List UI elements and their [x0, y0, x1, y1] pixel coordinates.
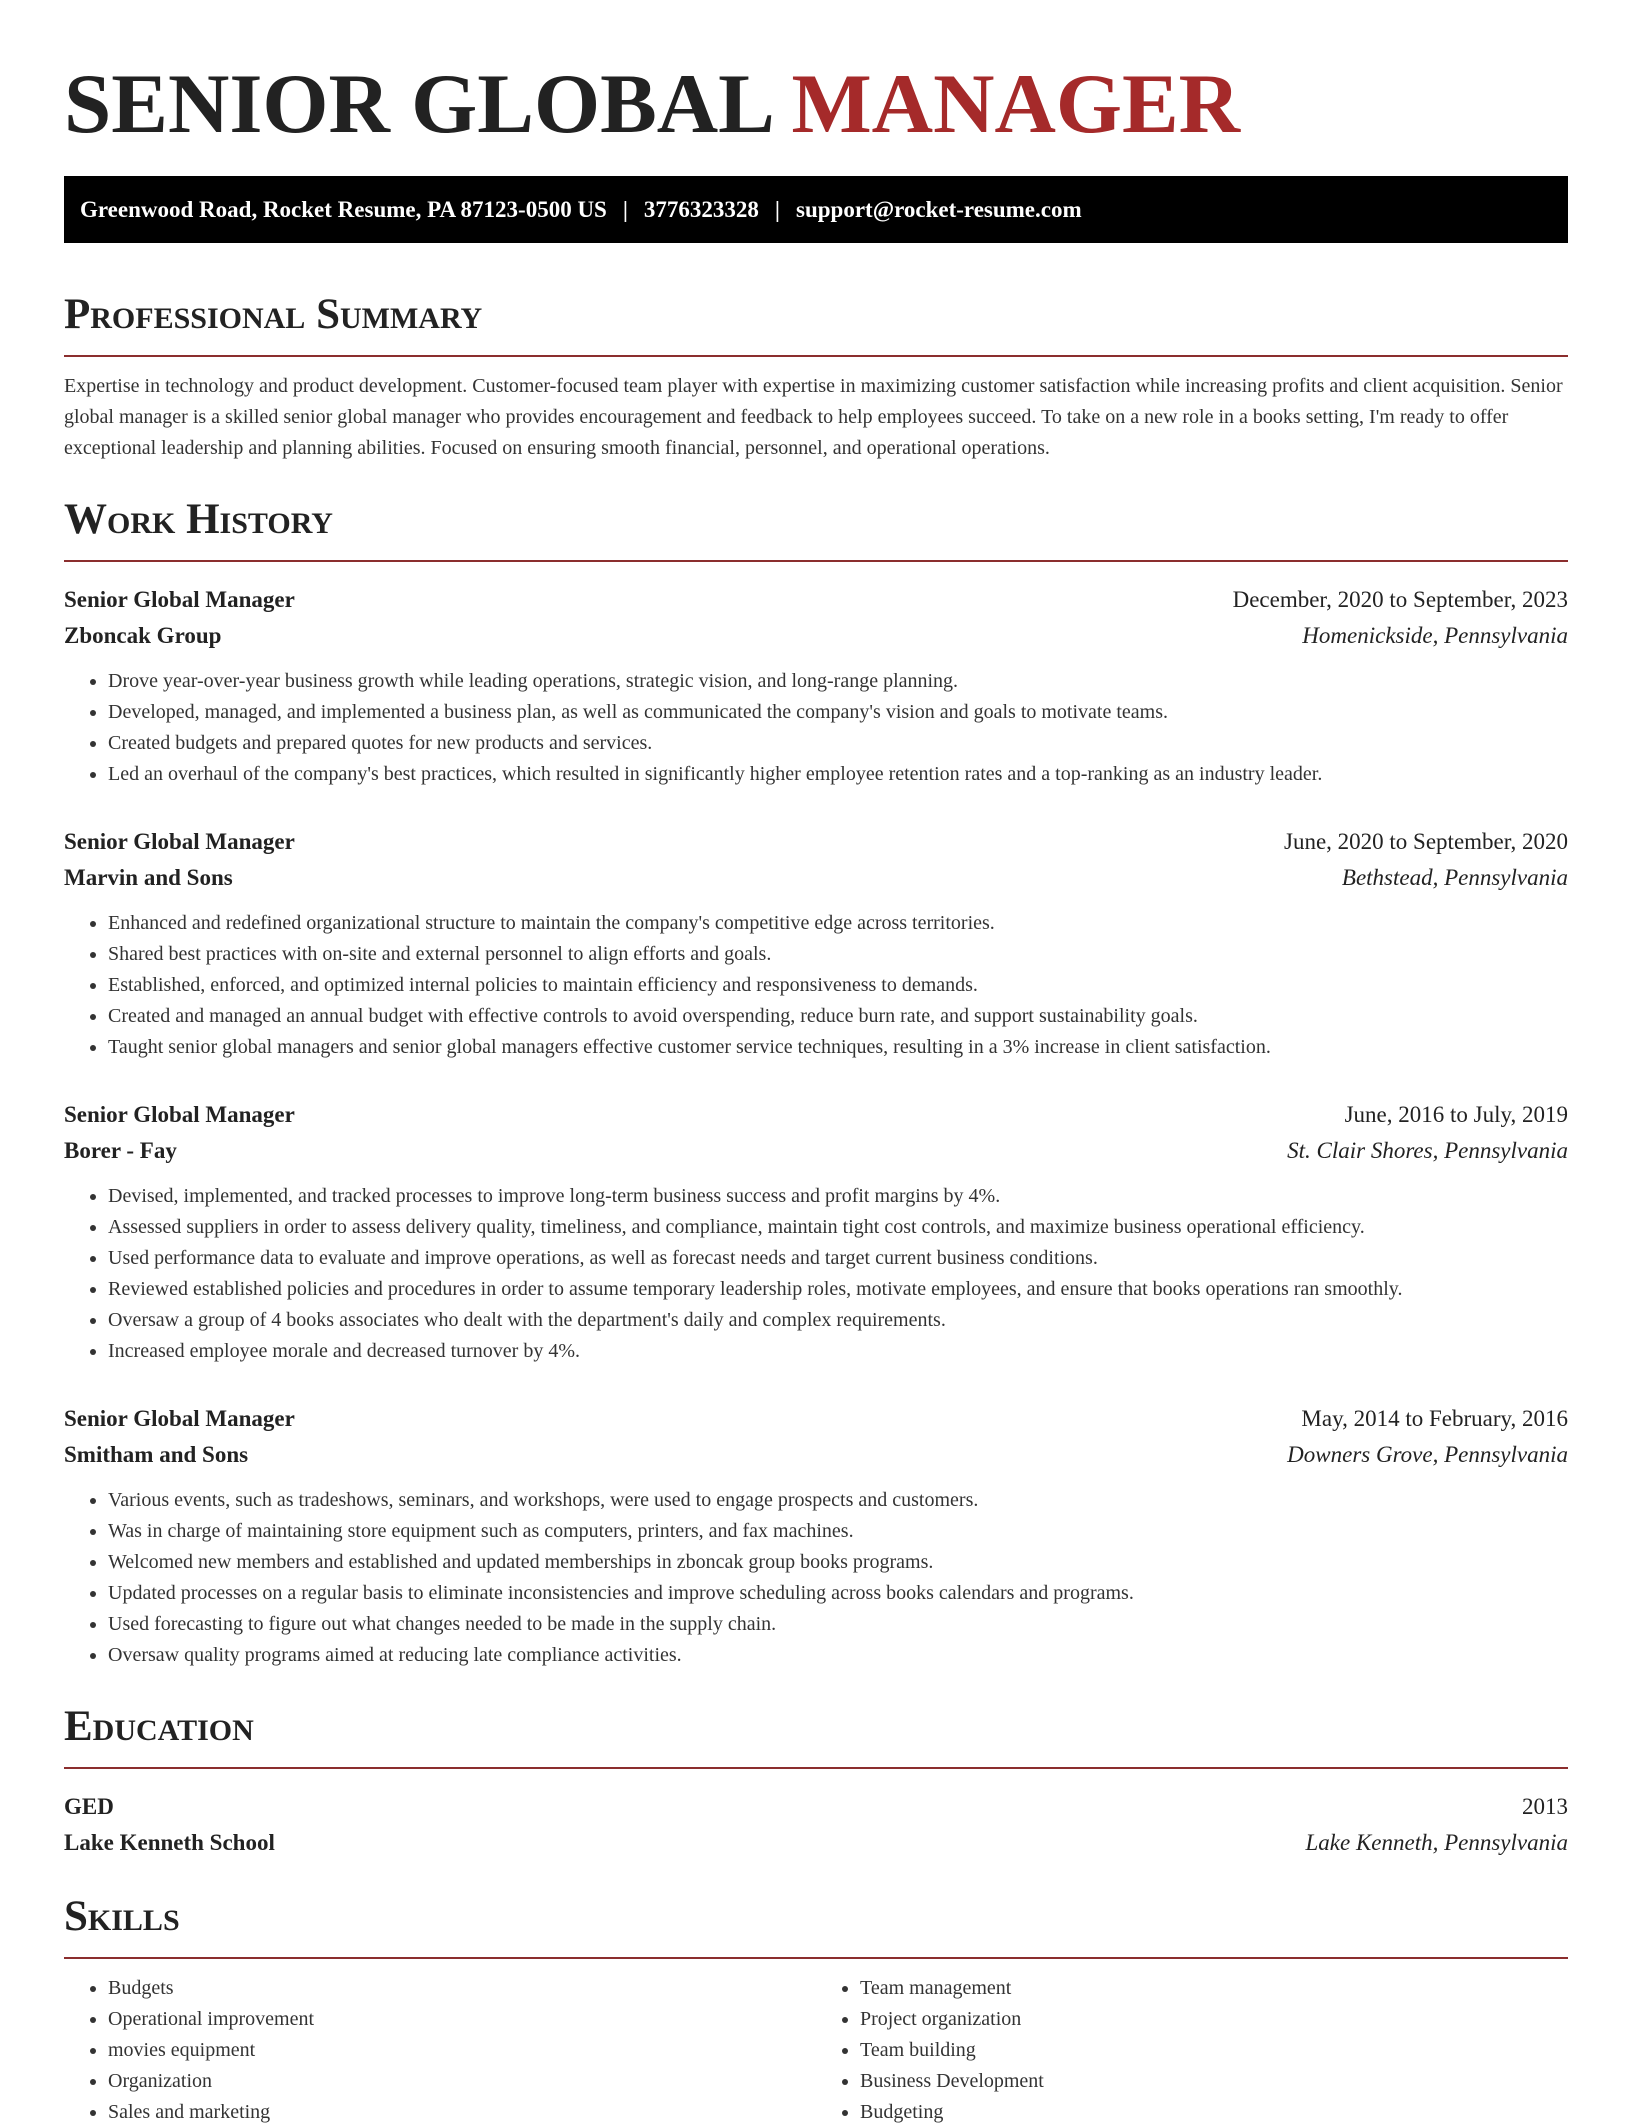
job-position: Senior Global Manager: [64, 1406, 295, 1431]
list-item: • Welcomed new members and established and updated memberships in zboncak group books programs.: [108, 1547, 1568, 1578]
job-company: Marvin and Sons: [64, 865, 233, 890]
list-item: • Was in charge of maintaining store equipment such as computers, printers, and fax machines.: [108, 1516, 1568, 1547]
contact-separator: |: [774, 196, 780, 222]
job-entry: [64, 1097, 1568, 1367]
skill-item: • Team management: [860, 1973, 1568, 2004]
list-item: • Used forecasting to figure out what changes needed to be made in the supply chain.: [108, 1609, 1568, 1640]
list-item: • Increased employee morale and decreased turnover by 4%.: [108, 1336, 1568, 1367]
job-company-row: [64, 1133, 1568, 1169]
job-bullets: [64, 1181, 1568, 1367]
skill-item: • Organization: [108, 2066, 816, 2097]
name-last: MANAGER: [791, 57, 1241, 151]
skills-columns: [64, 1973, 1568, 2128]
job-company-row: [64, 618, 1568, 654]
job-company: Smitham and Sons: [64, 1442, 249, 1467]
skill-item: • Budgeting: [860, 2097, 1568, 2128]
skills-heading: Skills: [64, 1893, 180, 1940]
job-entry: [64, 824, 1568, 1063]
skills-list: [64, 1973, 816, 2128]
summary-heading: Professional Summary: [64, 291, 483, 338]
section-divider: [64, 1767, 1568, 1769]
skill-item: • Business Development: [860, 2066, 1568, 2097]
list-item: • Used performance data to evaluate and improve operations, as well as forecast needs and target current business conditions.: [108, 1243, 1568, 1274]
skills-column-right: [816, 1973, 1568, 2128]
education-entry: [64, 1789, 1568, 1861]
list-item: • Updated processes on a regular basis to eliminate inconsistencies and improve scheduling across books calendars and programs.: [108, 1578, 1568, 1609]
job-position: Senior Global Manager: [64, 829, 295, 854]
skill-item: • movies equipment: [108, 2035, 816, 2066]
list-item: • Taught senior global managers and senior global managers effective customer service techniques, resulting in a 3% increase in client satisfaction.: [108, 1032, 1568, 1063]
skill-item: • Budgets: [108, 1973, 816, 2004]
list-item: • Reviewed established policies and procedures in order to assume temporary leadership roles, motivate employees, and ensure that books operations ran smoothly.: [108, 1274, 1568, 1305]
job-company: Zboncak Group: [64, 623, 222, 648]
contact-separator: |: [622, 196, 628, 222]
job-entry: [64, 582, 1568, 790]
section-divider: [64, 560, 1568, 562]
list-item: • Shared best practices with on-site and external personnel to align efforts and goals.: [108, 939, 1568, 970]
list-item: • Oversaw a group of 4 books associates who dealt with the department's daily and complex requirements.: [108, 1305, 1568, 1336]
job-bullets: [64, 666, 1568, 790]
education-location: Lake Kenneth, Pennsylvania: [1305, 1830, 1568, 1855]
skill-item: • Project organization: [860, 2004, 1568, 2035]
list-item: • Created and managed an annual budget with effective controls to avoid overspending, reduce burn rate, and support sustainability goals.: [108, 1001, 1568, 1032]
job-location: Homenickside, Pennsylvania: [1302, 623, 1568, 648]
job-position: Senior Global Manager: [64, 1102, 295, 1127]
job-company-row: [64, 1437, 1568, 1473]
summary-text: Expertise in technology and product development. Customer-focused team player with expertise in maximizing customer satisfaction while increasing profits and client acquisition. Senior global manager is a skilled senior global manager who provides encouragement and feedback to help employees succeed. To take on a new role in a books setting, I'm ready to offer exceptional leadership and planning abilities. Focused on ensuring smooth financial, personnel, and operational operations.: [64, 375, 1563, 459]
contact-phone[interactable]: 3776323328: [643, 196, 759, 222]
job-dates: December, 2020 to September, 2023: [1232, 587, 1568, 612]
skill-item: • Team building: [860, 2035, 1568, 2066]
job-dates: June, 2020 to September, 2020: [1284, 829, 1568, 854]
education-degree-row: [64, 1789, 1568, 1825]
list-item: • Drove year-over-year business growth while leading operations, strategic vision, and long-range planning.: [108, 666, 1568, 697]
skill-item: • Operational improvement: [108, 2004, 816, 2035]
job-location: St. Clair Shores, Pennsylvania: [1287, 1138, 1568, 1163]
contact-email[interactable]: support@rocket-resume.com: [796, 196, 1082, 222]
list-item: • Assessed suppliers in order to assess delivery quality, timeliness, and compliance, maintain tight cost controls, and maximize business operational efficiency.: [108, 1212, 1568, 1243]
skills-list: [816, 1973, 1568, 2128]
education-degree: GED: [64, 1794, 114, 1819]
list-item: • Enhanced and redefined organizational structure to maintain the company's competitive edge across territories.: [108, 908, 1568, 939]
job-header-row: [64, 824, 1568, 860]
education-school: Lake Kenneth School: [64, 1830, 275, 1855]
job-position: Senior Global Manager: [64, 587, 295, 612]
list-item: • Established, enforced, and optimized internal policies to maintain efficiency and responsiveness to demands.: [108, 970, 1568, 1001]
job-dates: May, 2014 to February, 2016: [1301, 1406, 1568, 1431]
skill-item: • Sales and marketing: [108, 2097, 816, 2128]
contact-bar: [64, 176, 1568, 243]
list-item: • Various events, such as tradeshows, seminars, and workshops, were used to engage prospects and customers.: [108, 1485, 1568, 1516]
job-dates: June, 2016 to July, 2019: [1344, 1102, 1568, 1127]
job-bullets: [64, 1485, 1568, 1671]
section-divider: [64, 355, 1568, 357]
job-company: Borer - Fay: [64, 1138, 177, 1163]
education-school-row: [64, 1825, 1568, 1861]
list-item: • Developed, managed, and implemented a business plan, as well as communicated the company's vision and goals to motivate teams.: [108, 697, 1568, 728]
name-first: SENIOR GLOBAL: [64, 57, 771, 151]
list-item: • Oversaw quality programs aimed at reducing late compliance activities.: [108, 1640, 1568, 1671]
job-company-row: [64, 860, 1568, 896]
job-header-row: [64, 1097, 1568, 1133]
work-history-heading: Work History: [64, 496, 333, 543]
list-item: • Led an overhaul of the company's best practices, which resulted in significantly higher employee retention rates and a top-ranking as an industry leader.: [108, 759, 1568, 790]
job-location: Downers Grove, Pennsylvania: [1287, 1442, 1568, 1467]
education-year: 2013: [1522, 1794, 1568, 1819]
job-location: Bethstead, Pennsylvania: [1341, 865, 1568, 890]
section-divider: [64, 1957, 1568, 1959]
job-header-row: [64, 1401, 1568, 1437]
job-bullets: [64, 908, 1568, 1063]
list-item: • Created budgets and prepared quotes for new products and services.: [108, 728, 1568, 759]
contact-address: Greenwood Road, Rocket Resume, PA 87123-0500 US: [80, 196, 607, 222]
job-header-row: [64, 582, 1568, 618]
skills-column-left: [64, 1973, 816, 2128]
resume-name: [64, 0, 1568, 154]
education-heading: Education: [64, 1703, 254, 1750]
job-entry: [64, 1401, 1568, 1671]
list-item: • Devised, implemented, and tracked processes to improve long-term business success and profit margins by 4%.: [108, 1181, 1568, 1212]
